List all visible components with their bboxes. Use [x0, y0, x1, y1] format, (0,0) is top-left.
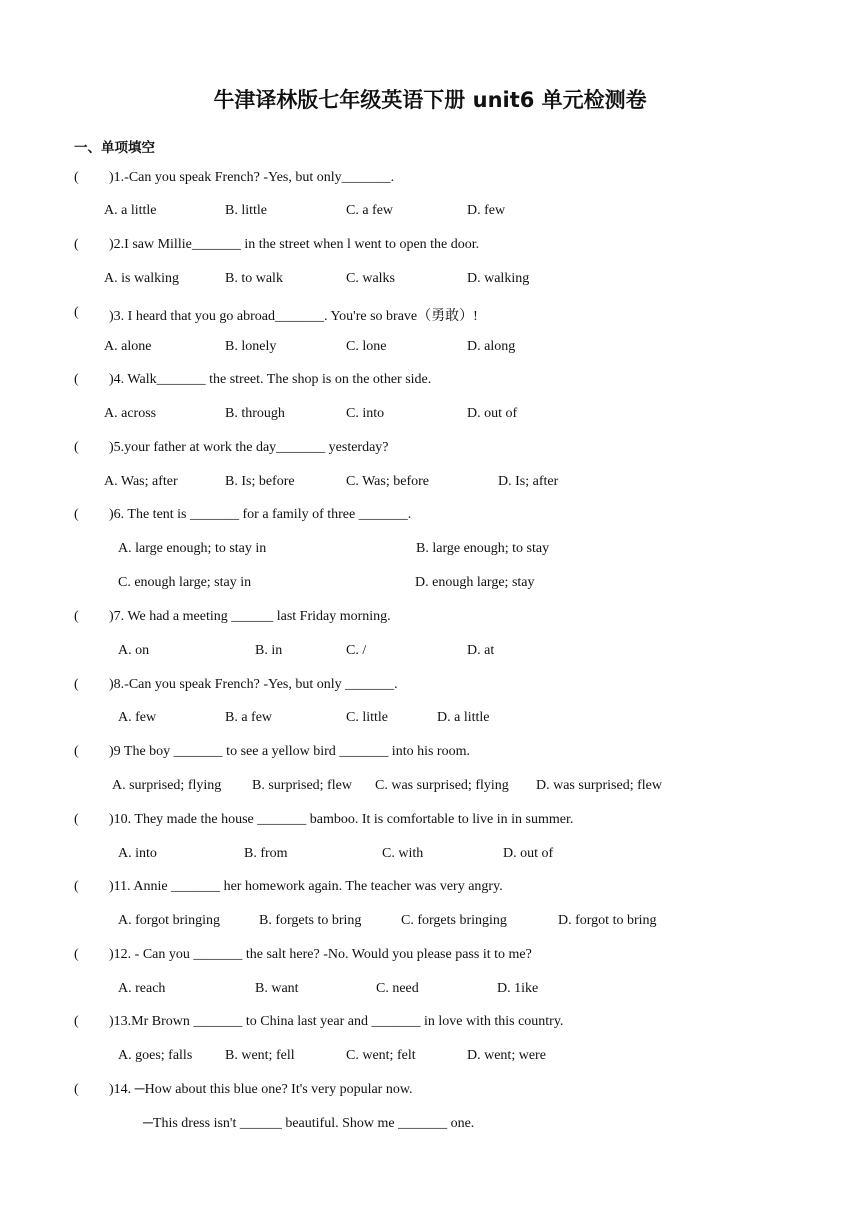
- question-stem: )4. Walk_______ the street. The shop is on the other side.: [109, 372, 432, 387]
- question-stem: )6. The tent is _______ for a family of three _______.: [109, 507, 412, 522]
- option-d: D. forgot to bring: [558, 913, 657, 928]
- answer-paren-open: (: [74, 609, 79, 624]
- question-stem: )7. We had a meeting ______ last Friday morning.: [109, 609, 391, 624]
- option-c: C. Was; before: [346, 474, 429, 489]
- option-a: A. Was; after: [104, 474, 178, 489]
- option-c: C. lone: [346, 339, 387, 354]
- option-c: C. into: [346, 406, 385, 421]
- option-b: B. to walk: [225, 271, 283, 286]
- option-d: D. was surprised; flew: [536, 778, 662, 793]
- section-heading: 一、单项填空: [74, 140, 155, 156]
- option-d: D. went; were: [467, 1048, 546, 1063]
- option-b: B. from: [244, 846, 288, 861]
- option-c: C. enough large; stay in: [118, 575, 252, 590]
- option-b: B. through: [225, 406, 285, 421]
- answer-paren-open: (: [74, 507, 79, 522]
- answer-paren-open: (: [74, 1082, 79, 1097]
- question-stem: )8.-Can you speak French? -Yes, but only _______.: [109, 677, 398, 692]
- answer-paren-open: (: [74, 237, 79, 252]
- option-d: D. out of: [503, 846, 554, 861]
- option-a: A. few: [118, 710, 157, 725]
- answer-paren-open: (: [74, 440, 79, 455]
- option-a: A. large enough; to stay in: [118, 541, 267, 556]
- option-a: A. forgot bringing: [118, 913, 221, 928]
- option-d: D. walking: [467, 271, 530, 286]
- option-c: C. went; felt: [346, 1048, 416, 1063]
- option-d: D. a little: [437, 710, 490, 725]
- page-title: 牛津译林版七年级英语下册 unit6 单元检测卷: [213, 88, 647, 112]
- option-a: A. surprised; flying: [112, 778, 222, 793]
- answer-paren-open: (: [74, 744, 79, 759]
- option-b: B. a few: [225, 710, 273, 725]
- question-stem: )3. I heard that you go abroad_______. You're so brave（勇敢）!: [109, 309, 478, 324]
- answer-paren-open: (: [74, 305, 79, 320]
- question-stem: )9 The boy _______ to see a yellow bird _______ into his room.: [109, 744, 470, 759]
- answer-paren-open: (: [74, 879, 79, 894]
- option-b: B. Is; before: [225, 474, 295, 489]
- option-d: D. out of: [467, 406, 518, 421]
- question-stem: )1.-Can you speak French? -Yes, but only_______.: [109, 170, 395, 185]
- option-b: B. little: [225, 203, 267, 218]
- option-d: D. along: [467, 339, 516, 354]
- option-d: D. 1ike: [497, 981, 539, 996]
- question-stem: )11. Annie _______ her homework again. The teacher was very angry.: [109, 879, 503, 894]
- question-stem: )14. ─How about this blue one? It's very popular now.: [109, 1082, 413, 1097]
- option-a: A. a little: [104, 203, 157, 218]
- option-c: C. forgets bringing: [401, 913, 507, 928]
- option-b: B. large enough; to stay: [416, 541, 550, 556]
- option-b: B. surprised; flew: [252, 778, 352, 793]
- option-d: D. few: [467, 203, 506, 218]
- question-continuation: ─This dress isn't ______ beautiful. Show me _______ one.: [143, 1116, 475, 1131]
- question-stem: )10. They made the house _______ bamboo. It is comfortable to live in in summer.: [109, 812, 574, 827]
- option-c: C. a few: [346, 203, 394, 218]
- question-stem: )12. - Can you _______ the salt here? -No. Would you please pass it to me?: [109, 947, 532, 962]
- answer-paren-open: (: [74, 170, 79, 185]
- answer-paren-open: (: [74, 947, 79, 962]
- option-c: C. walks: [346, 271, 395, 286]
- option-c: C. was surprised; flying: [375, 778, 509, 793]
- option-d: D. Is; after: [498, 474, 559, 489]
- option-a: A. across: [104, 406, 157, 421]
- option-b: B. forgets to bring: [259, 913, 362, 928]
- option-a: A. alone: [104, 339, 152, 354]
- answer-paren-open: (: [74, 812, 79, 827]
- question-stem: )2.I saw Millie_______ in the street when l went to open the door.: [109, 237, 480, 252]
- answer-paren-open: (: [74, 372, 79, 387]
- option-b: B. lonely: [225, 339, 277, 354]
- answer-paren-open: (: [74, 1014, 79, 1029]
- option-c: C. need: [376, 981, 419, 996]
- question-stem: )13.Mr Brown _______ to China last year and _______ in love with this country.: [109, 1014, 564, 1029]
- option-d: D. at: [467, 643, 495, 658]
- option-a: A. on: [118, 643, 150, 658]
- question-stem: )5.your father at work the day_______ yesterday?: [109, 440, 389, 455]
- option-c: C. /: [346, 643, 367, 658]
- option-a: A. into: [118, 846, 157, 861]
- option-a: A. reach: [118, 981, 166, 996]
- option-c: C. little: [346, 710, 388, 725]
- option-b: B. in: [255, 643, 283, 658]
- option-b: B. want: [255, 981, 299, 996]
- option-a: A. is walking: [104, 271, 180, 286]
- option-a: A. goes; falls: [118, 1048, 193, 1063]
- option-b: B. went; fell: [225, 1048, 295, 1063]
- answer-paren-open: (: [74, 677, 79, 692]
- option-d: D. enough large; stay: [415, 575, 535, 590]
- option-c: C. with: [382, 846, 424, 861]
